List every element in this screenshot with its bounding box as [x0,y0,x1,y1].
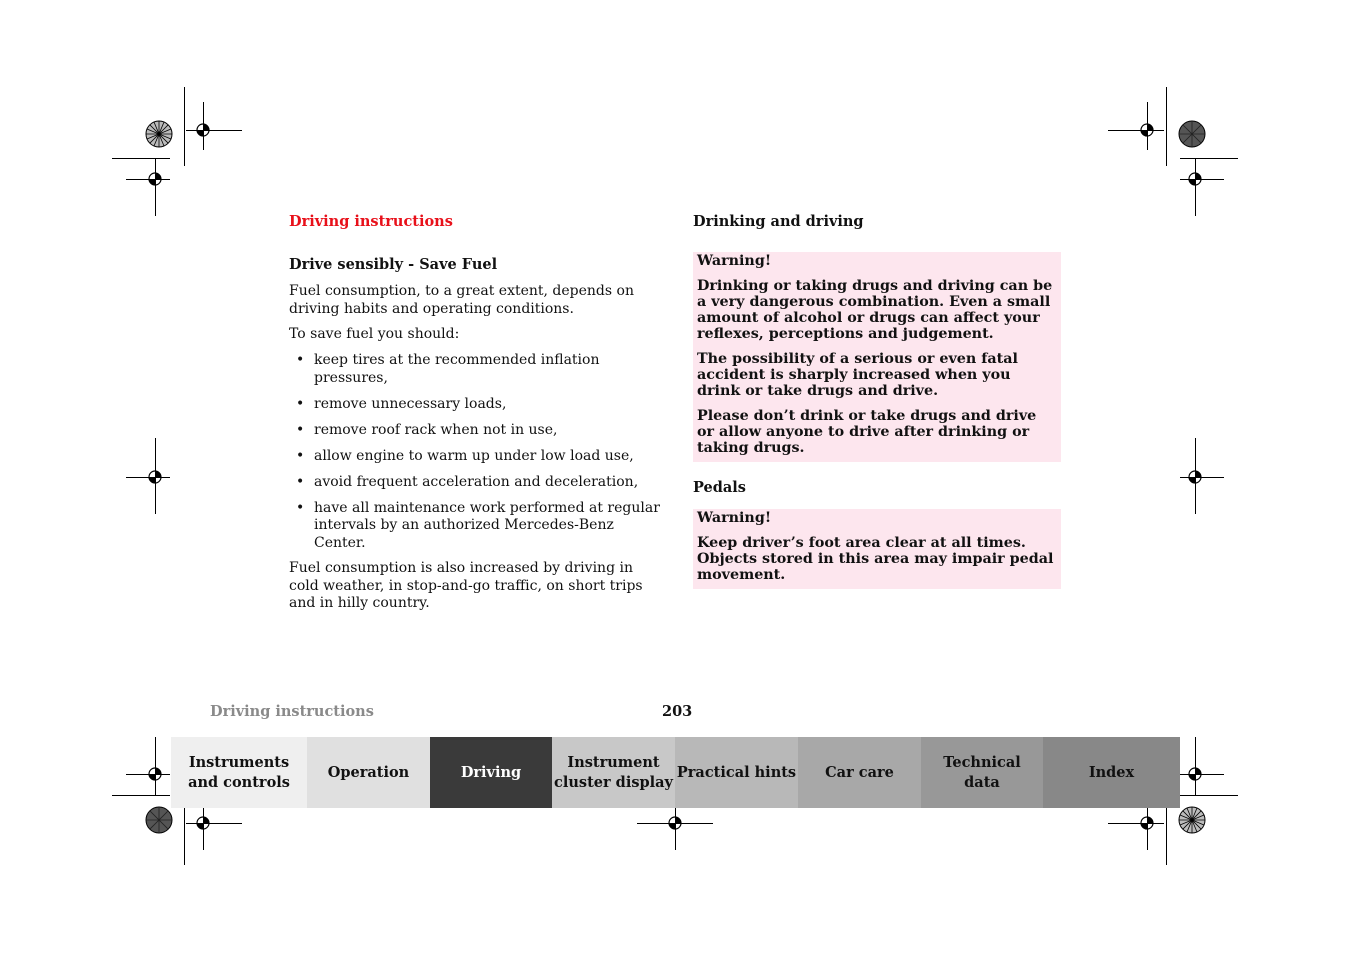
registration-target-icon [1186,765,1204,783]
warning-title: Warning! [697,510,772,526]
list-item-text: avoid frequent acceleration and deceleration, [314,473,639,490]
list-item-text: have all maintenance work performed at regular intervals by an authorized Mercedes-Benz Center. [314,499,660,551]
tab-label: Index [1088,763,1135,781]
tab-label-line1: Instrument [567,753,660,771]
tab-label: Operation [327,763,410,781]
bullet-icon: • [296,421,305,438]
list-item [289,500,661,553]
tab-label: Practical hints [676,763,797,781]
starburst-mark-icon [1178,120,1206,148]
intro-paragraph: Fuel consumption, to a great extent, depends on driving habits and operating conditions. [289,283,634,317]
registration-target-icon [194,814,212,832]
tab-label-line2: and controls [188,773,290,791]
warning-box-pedals [693,509,1061,589]
subheading-save-fuel: Drive sensibly - Save Fuel [289,256,498,273]
list-item [289,422,661,440]
registration-target-icon [666,814,684,832]
list-item [289,448,661,466]
registration-target-icon [1186,468,1204,486]
tab-label-line1: Instruments [188,753,290,771]
tab-driving[interactable] [430,737,552,808]
pedals-heading: Pedals [693,479,746,496]
tab-index[interactable] [1043,737,1180,808]
left-column [289,212,661,613]
tab-instruments-and-controls[interactable] [171,737,307,808]
starburst-mark-icon [1178,806,1206,834]
registration-target-icon [146,468,164,486]
warning-paragraph: The possibility of a serious or even fatal accident is sharply increased when you drink or take drugs and drive. [697,351,1018,399]
page-number: 203 [662,703,693,720]
footer-section-label: Driving instructions [210,703,374,720]
registration-target-icon [146,765,164,783]
closing-paragraph: Fuel consumption is also increased by driving in cold weather, in stop-and-go traffic, on short trips and in hilly country. [289,560,643,611]
tab-label-line1: Technical [943,753,1021,771]
starburst-mark-icon [145,806,173,834]
warning-paragraph: Drinking or taking drugs and driving can be a very dangerous combination. Even a small amount of alcohol or drugs can affect your reflexes, perceptions and judgement. [697,278,1053,342]
list-item-text: remove unnecessary loads, [314,395,507,412]
drinking-heading: Drinking and driving [693,213,864,230]
section-title: Driving instructions [289,213,453,230]
tab-label-line2: cluster display [554,773,673,791]
list-item [289,474,661,492]
tab-label: Car care [825,763,894,781]
bullet-icon: • [296,499,305,516]
registration-target-icon [1138,814,1156,832]
registration-target-icon [1138,121,1156,139]
warning-paragraph: Keep driver’s foot area clear at all times. Objects stored in this area may impair pedal movement. [697,535,1054,583]
registration-target-icon [1186,170,1204,188]
tab-car-care[interactable] [798,737,921,808]
registration-target-icon [194,121,212,139]
list-item [289,352,661,387]
lead-paragraph: To save fuel you should: [289,326,460,342]
tab-instrument-cluster-display[interactable] [552,737,675,808]
fuel-tips-list [289,352,661,552]
tab-practical-hints[interactable] [675,737,798,808]
chapter-nav-tabs [171,737,1180,808]
warning-title: Warning! [697,253,772,269]
tab-label: Driving [460,763,522,781]
bullet-icon: • [296,447,305,464]
right-column [693,212,1061,589]
list-item-text: allow engine to warm up under low load use, [314,447,634,464]
tab-technical-data[interactable] [921,737,1043,808]
tab-label-line2: data [964,773,1000,791]
warning-box-drinking [693,252,1061,462]
bullet-icon: • [296,352,305,368]
warning-paragraph: Please don’t drink or take drugs and drive or allow anyone to drive after drinking or taking drugs. [697,408,1037,456]
bullet-icon: • [296,473,305,490]
bullet-icon: • [296,395,305,412]
tab-operation[interactable] [307,737,430,808]
list-item-text: keep tires at the recommended inflation pressures, [314,352,600,386]
list-item [289,396,661,414]
registration-target-icon [146,170,164,188]
starburst-mark-icon [145,120,173,148]
list-item-text: remove roof rack when not in use, [314,421,558,438]
